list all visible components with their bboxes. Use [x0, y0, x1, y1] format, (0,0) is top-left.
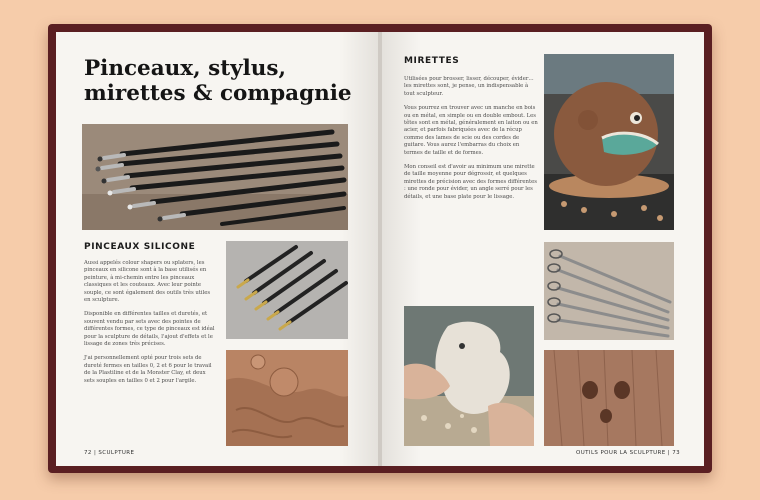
carved-face-photo [544, 350, 674, 446]
silicone-brushes-photo [226, 241, 348, 339]
fish-sculpture-photo [544, 54, 674, 230]
clay-relief-photo [226, 350, 348, 446]
left-page [56, 32, 378, 466]
brushes-photo [82, 124, 348, 230]
running-head: SCULPTURE [98, 450, 135, 456]
page-title: Pinceaux, stylus, mirettes & compagnie [84, 56, 352, 106]
page-number: 73 [672, 450, 680, 456]
paragraph: Disponible en différentes tailles et duretés, et souvent vendu par sets avec des pointes de différentes formes, ce type de pinceaux est idéal pour la sculpture de détails, l'ajout d'effets et le lissage de zones très précises. [84, 311, 215, 348]
paragraph: J'ai personnellement opté pour trois sets de dureté fermes en tailles 0, 2 et 6 pour le travail de la Plastiline et de la Monster Clay, et deux sets souples en tailles 0 et 2 pour l'argile. [84, 355, 212, 384]
page-footer: 72 | SCULPTURE [84, 450, 135, 456]
section-heading: PINCEAUX SILICONE [84, 242, 196, 252]
paragraph: Utilisées pour brosser, lisser, découper, évider… les mirettes sont, je pense, un indispensable à tout sculpteur. [404, 76, 534, 97]
loop-tools-photo [544, 242, 674, 340]
page-number: 72 [84, 450, 92, 456]
paragraph: Aussi appelés colour shapers ou splaters, les pinceaux en silicone sont à la base utilisés en peinture, à mi-chemin entre les pinceaux classiques et les couteaux. Avec leur pointe souple, ce sont également des outils très utiles en sculpture. [84, 260, 211, 304]
body-text [404, 76, 538, 208]
hands-sculpting-photo [404, 306, 534, 446]
running-head: OUTILS POUR LA SCULPTURE [576, 450, 666, 456]
page-footer: OUTILS POUR LA SCULPTURE | 73 [576, 450, 680, 456]
section-heading: MIRETTES [404, 56, 460, 66]
paragraph: Mon conseil est d'avoir au minimum une mirette de taille moyenne pour dégrossir, et quelques mirettes de précision avec des formes différentes : une ronde pour évider, un angle serré pour les détails, et une base plate pour le lissage. [404, 164, 537, 200]
right-page [382, 32, 704, 466]
body-text [84, 260, 218, 392]
paragraph: Vous pourrez en trouver avec un manche en bois ou en métal, en simple ou en double embout. Les têtes sont en métal, généralement en laiton ou en acier, et parfois fabriquées avec de la récup comme des lames de scie ou des cordes de guitare. Vous aurez l'embarras du choix en termes de taille et de formes. [404, 105, 538, 156]
open-book [48, 24, 712, 473]
